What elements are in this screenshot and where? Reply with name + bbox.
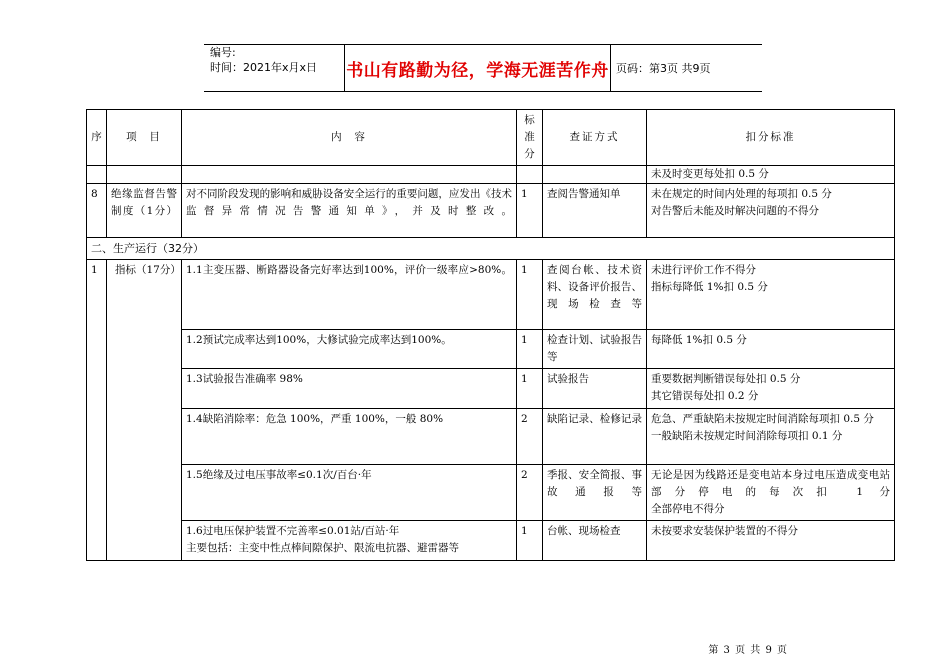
col-header-score: 标准分 — [517, 110, 543, 166]
table-row — [87, 521, 895, 561]
criteria-line: 全部停电不得分 — [651, 503, 725, 515]
page-label: 页码：第3页 共9页 — [616, 62, 711, 75]
cell-method: 季报、安全简报、事故通报等 — [543, 465, 647, 521]
cell-score: 1 — [517, 184, 543, 238]
criteria-line: 一般缺陷未按规定时间消除每项扣 0.1 分 — [651, 430, 843, 442]
cell-no — [87, 166, 107, 184]
motto-text: 书山有路勤为径，学海无涯苦作舟 — [345, 45, 611, 91]
cell-item: 指标（17分） — [107, 260, 182, 561]
table-row — [87, 465, 895, 521]
criteria-line: 未按要求安装保护装置的不得分 — [651, 525, 798, 537]
col-header-item: 项 目 — [107, 110, 182, 166]
cell-method — [543, 166, 647, 184]
table-row — [87, 330, 895, 369]
document-header — [204, 44, 762, 92]
cell-criteria — [647, 260, 895, 330]
cell-no: 1 — [87, 260, 107, 561]
cell-score: 1 — [517, 260, 543, 330]
cell-content — [182, 166, 517, 184]
table-header-row — [87, 110, 895, 166]
cell-score: 1 — [517, 330, 543, 369]
criteria-line: 对告警后未能及时解决问题的不得分 — [651, 205, 819, 217]
cell-item: 绝缘监督告警制度（1分） — [107, 184, 182, 238]
criteria-line: 指标每降低 1%扣 0.5 分 — [651, 281, 768, 293]
col-header-no: 序 — [87, 110, 107, 166]
criteria-line: 其它错误每处扣 0.2 分 — [651, 390, 759, 402]
cell-method: 缺陷记录、检修记录 — [543, 409, 647, 465]
cell-item — [107, 166, 182, 184]
table-row — [87, 409, 895, 465]
table-row — [87, 369, 895, 409]
cell-content: 1.1主变压器、断路器设备完好率达到100%，评价一级率应>80%。 — [182, 260, 517, 330]
cell-criteria — [647, 330, 895, 369]
section-row — [87, 238, 895, 260]
criteria-line: 未及时变更每处扣 0.5 分 — [651, 168, 769, 180]
cell-score: 2 — [517, 409, 543, 465]
criteria-line: 未进行评价工作不得分 — [651, 264, 756, 276]
cell-content: 1.5绝缘及过电压事故率≤0.1次/百台·年 — [182, 465, 517, 521]
cell-criteria — [647, 465, 895, 521]
cell-content: 1.6过电压保护装置不完善率≤0.01站/百站·年 主要包括：主变中性点棒间隙保护、限流电抗器、避雷器等 — [182, 521, 517, 561]
cell-method: 检查计划、试验报告等 — [543, 330, 647, 369]
criteria-line: 危急、严重缺陷未按规定时间消除每项扣 0.5 分 — [651, 413, 874, 425]
criteria-line: 每降低 1%扣 0.5 分 — [651, 334, 747, 346]
table-row — [87, 260, 895, 330]
footer-page-number: 第 3 页 共 9 页 — [708, 645, 788, 656]
number-label: 编号: — [210, 46, 236, 59]
table-row — [87, 184, 895, 238]
section-title: 二、生产运行（32分） — [87, 238, 895, 260]
cell-criteria — [647, 369, 895, 409]
cell-content: 1.2预试完成率达到100%，大修试验完成率达到100%。 — [182, 330, 517, 369]
cell-criteria — [647, 409, 895, 465]
table-row — [87, 166, 895, 184]
cell-criteria — [647, 166, 895, 184]
col-header-criteria: 扣分标准 — [647, 110, 895, 166]
criteria-line: 重要数据判断错误每处扣 0.5 分 — [651, 373, 801, 385]
cell-criteria — [647, 184, 895, 238]
cell-content: 对不同阶段发现的影响和威胁设备安全运行的重要问题，应发出《技术监督异常情况告警通知单》，并及时整改。 — [182, 184, 517, 238]
time-label: 时间：2021年x月x日 — [210, 61, 318, 74]
cell-score: 1 — [517, 369, 543, 409]
col-header-content: 内 容 — [182, 110, 517, 166]
scoring-table — [86, 109, 895, 561]
cell-method: 试验报告 — [543, 369, 647, 409]
cell-method: 查阅告警通知单 — [543, 184, 647, 238]
cell-content: 1.4缺陷消除率：危急 100%，严重 100%，一般 80% — [182, 409, 517, 465]
cell-content: 1.3试验报告准确率 98% — [182, 369, 517, 409]
cell-score: 2 — [517, 465, 543, 521]
cell-no: 8 — [87, 184, 107, 238]
criteria-line: 未在规定的时间内处理的每项扣 0.5 分 — [651, 188, 832, 200]
criteria-line: 无论是因为线路还是变电站本身过电压造成变电站部分停电的每次扣 1 分 — [651, 469, 890, 498]
cell-score — [517, 166, 543, 184]
cell-criteria — [647, 521, 895, 561]
cell-method: 台帐、现场检查 — [543, 521, 647, 561]
header-meta — [204, 45, 345, 91]
col-header-method: 查证方式 — [543, 110, 647, 166]
cell-method: 查阅台帐、技术资料、设备评价报告、现场检查等 — [543, 260, 647, 330]
cell-score: 1 — [517, 521, 543, 561]
